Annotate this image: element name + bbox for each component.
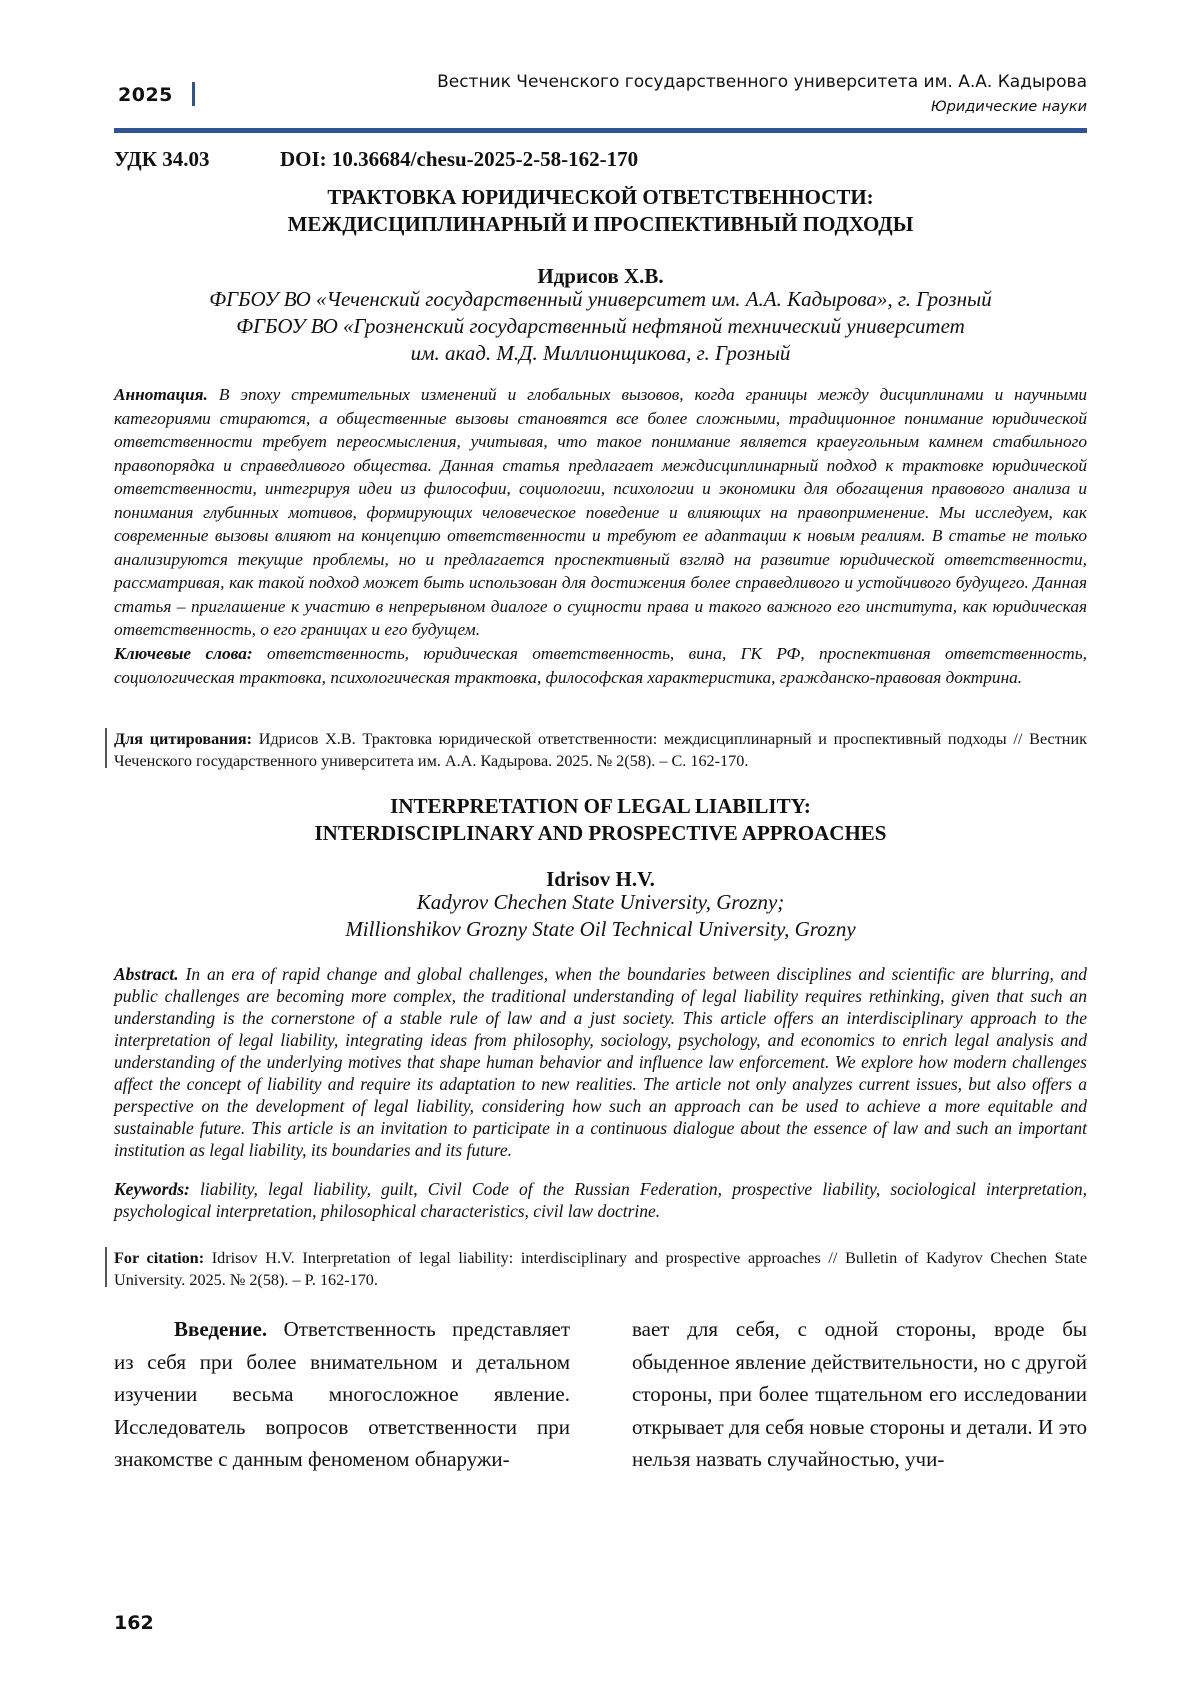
ru-citation	[114, 728, 1087, 772]
en-keywords-text: liability, legal liability, guilt, Civil Code of the Russian Federation, prospective liability, sociological interpretation, psychological interpretation, philosophical characteristics, civil law doctrine.	[114, 1179, 1087, 1221]
ru-affiliation-line-3: им. акад. М.Д. Миллионщикова, г. Грозный	[114, 340, 1087, 367]
ru-keywords-label: Ключевые слова:	[114, 644, 253, 663]
ru-author: Идрисов Х.В.	[114, 264, 1087, 289]
header-section: Юридические науки	[931, 99, 1087, 115]
header-year: 2025	[118, 84, 173, 106]
body-column-1-text: Ответственность представляет из себя при более внимательном и детальном изучении весьма многосложное явление. Исследователь вопросов ответственности при знакомстве с данным феноменом обнаружи-	[114, 1317, 570, 1471]
udk-code: УДК 34.03	[114, 147, 209, 172]
ru-abstract-label: Аннотация.	[114, 385, 208, 404]
header-separator	[192, 82, 195, 106]
en-citation-bar	[105, 1247, 107, 1287]
ru-keywords-text: ответственность, юридическая ответственность, вина, ГК РФ, проспективная ответственность, социологическая трактовка, психологическая трактовка, философская характеристика, гражданско-правовая доктрина.	[114, 644, 1087, 687]
ru-keywords	[114, 642, 1087, 689]
en-affiliation-line-1: Kadyrov Chechen State University, Grozny;	[114, 889, 1087, 916]
intro-label: Введение.	[174, 1317, 267, 1341]
en-keywords	[114, 1178, 1087, 1222]
en-affiliation-line-2: Millionshikov Grozny State Oil Technical University, Grozny	[114, 916, 1087, 943]
ru-citation-bar	[105, 728, 107, 768]
en-citation	[114, 1247, 1087, 1291]
ru-title-line-2: МЕЖДИСЦИПЛИНАРНЫЙ И ПРОСПЕКТИВНЫЙ ПОДХОДЫ	[114, 211, 1087, 238]
en-title	[114, 793, 1087, 847]
ru-abstract-text: В эпоху стремительных изменений и глобальных вызовов, когда границы между дисциплинами и научными категориями стираются, а общественные вызовы становятся все более сложными, традиционное понимание юридической ответственности требует переосмысления, учитывая, что такое понимание является краеугольным камнем стабильного правопорядка и справедливого общества. Данная статья предлагает междисциплинарный подход к трактовке юридической ответственности, интегрируя идеи из философии, социологии, психологии и экономики для обогащения правового анализа и понимания глубинных мотивов, формирующих человеческое поведение и влияющих на правоприменение. Мы исследуем, как современные вызовы влияют на концепцию ответственности и требуют ее адаптации к новым реалиям. В статье не только анализируются текущие проблемы, но и предлагается проспективный взгляд на развитие юридической ответственности, рассматривая, как такой подход может быть использован для достижения более справедливого и устойчивого будущего. Данная статья – приглашение к участию в непрерывном диалоге о сущности права и такого важного его института, как юридическая ответственность, о его границах и его будущем.	[114, 385, 1087, 639]
en-citation-label: For citation:	[114, 1249, 204, 1267]
ru-affiliation	[114, 286, 1087, 367]
ru-abstract	[114, 383, 1087, 642]
en-author: Idrisov H.V.	[114, 867, 1087, 892]
body-column-2: вает для себя, с одной стороны, вроде бы обыденное явление действительности, но с другой стороны, при более тщательном его исследовании открывает для себя новые стороны и детали. И это нельзя назвать случайностью, учи-	[632, 1313, 1087, 1476]
header-rule	[114, 128, 1087, 133]
en-citation-text: Idrisov H.V. Interpretation of legal liability: interdisciplinary and prospective approaches // Bulletin of Kadyrov Chechen State University. 2025. № 2(58). – P. 162-170.	[114, 1249, 1087, 1289]
body-column-1	[114, 1313, 570, 1476]
page-number: 162	[114, 1612, 154, 1634]
ru-citation-label: Для цитирования:	[114, 730, 252, 748]
en-keywords-label: Keywords:	[114, 1179, 190, 1199]
ru-affiliation-line-1: ФГБОУ ВО «Чеченский государственный университет им. А.А. Кадырова», г. Грозный	[114, 286, 1087, 313]
en-abstract	[114, 963, 1087, 1161]
ru-title-line-1: ТРАКТОВКА ЮРИДИЧЕСКОЙ ОТВЕТСТВЕННОСТИ:	[114, 184, 1087, 211]
ru-affiliation-line-2: ФГБОУ ВО «Грозненский государственный нефтяной технический университет	[114, 313, 1087, 340]
ru-title	[114, 184, 1087, 238]
header-journal-title: Вестник Чеченского государственного университета им. А.А. Кадырова	[437, 72, 1087, 92]
en-title-line-1: INTERPRETATION OF LEGAL LIABILITY:	[114, 793, 1087, 820]
doi: DOI: 10.36684/chesu-2025-2-58-162-170	[280, 147, 638, 172]
en-affiliation	[114, 889, 1087, 943]
en-title-line-2: INTERDISCIPLINARY AND PROSPECTIVE APPROACHES	[114, 820, 1087, 847]
en-abstract-text: In an era of rapid change and global challenges, when the boundaries between disciplines and scientific are blurring, and public challenges are becoming more complex, the traditional understanding of legal liability requires rethinking, given that such an understanding is the cornerstone of a stable rule of law and a just society. This article offers an interdisciplinary approach to the interpretation of legal liability, integrating ideas from philosophy, sociology, psychology, and economics to enrich legal analysis and understanding of the underlying motives that shape human behavior and influence law enforcement. We explore how modern challenges affect the concept of liability and require its adaptation to new realities. The article not only analyzes current issues, but also offers a perspective on the development of legal liability, considering how such an approach can be used to achieve a more equitable and sustainable future. This article is an invitation to participate in a continuous dialogue about the essence of law and such an important institution as legal liability, its boundaries and its future.	[114, 964, 1087, 1160]
en-abstract-label: Abstract.	[114, 964, 179, 984]
ru-citation-text: Идрисов Х.В. Трактовка юридической ответственности: междисциплинарный и проспективный подходы // Вестник Чеченского государственного университета им. А.А. Кадырова. 2025. № 2(58). – С. 162-170.	[114, 730, 1087, 770]
